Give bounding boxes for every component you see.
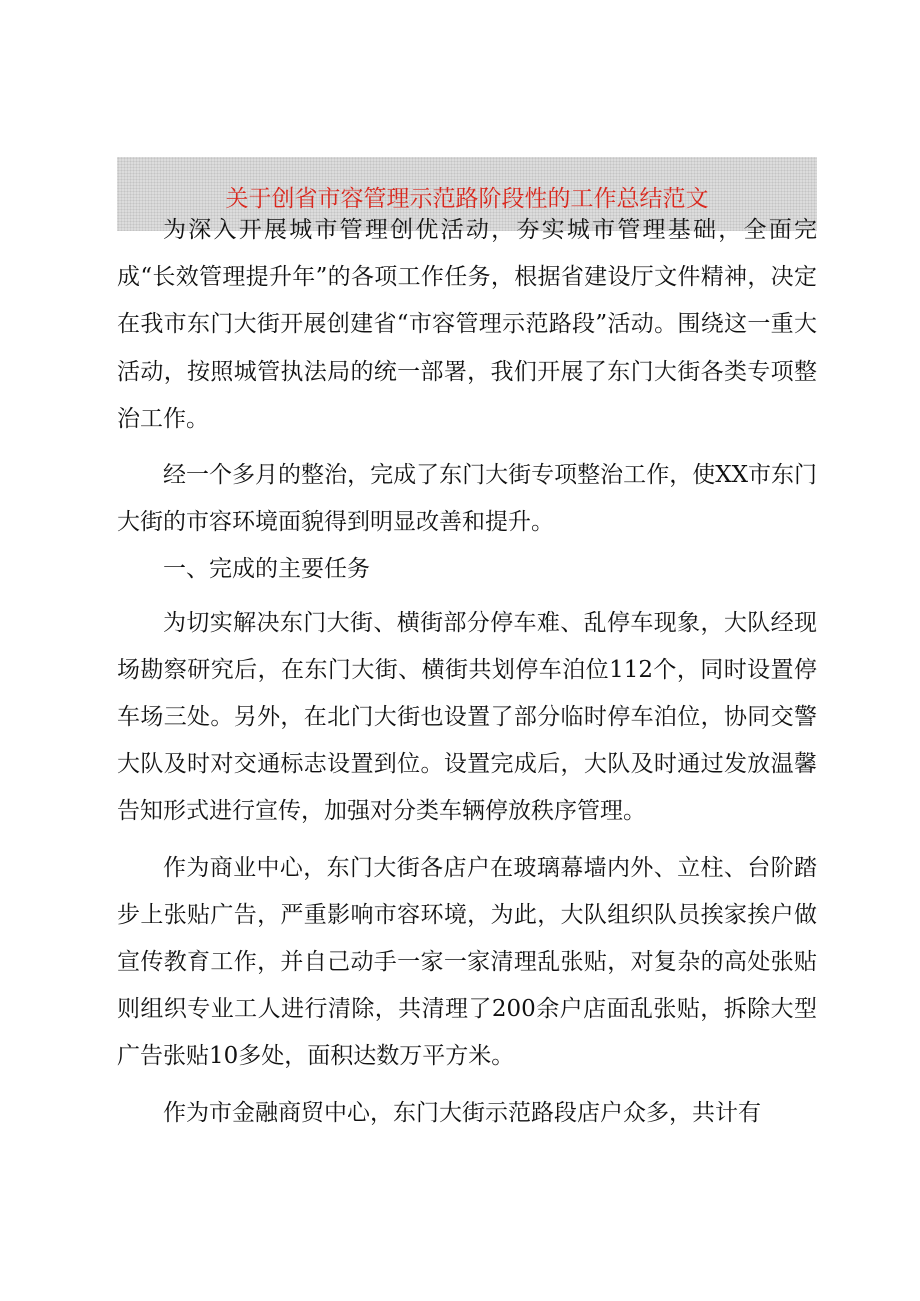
paragraph-parking: 为切实解决东门大街、横街部分停车难、乱停车现象，大队经现场勘察研究后，在东门大街、横街共划停车泊位112个，同时设置停车场三处。另外，在北门大街也设置了部分临时停车泊位，协同交警大队及时对交通标志设置到位。设置完成后，大队及时通过发放温馨告知形式进行宣传，加强对分类车辆停放秩序管理。 <box>117 609 817 825</box>
document-title: 关于创省市容管理示范路阶段性的工作总结范文 <box>225 185 709 212</box>
paragraph-posters: 作为商业中心，东门大街各店户在玻璃幕墙内外、立柱、台阶踏步上张贴广告，严重影响市容环境，为此，大队组织队员挨家挨户做宣传教育工作，并自己动手一家一家清理乱张贴，对复杂的高处张贴则组织专业工人进行清除，共清理了200余户店面乱张贴，拆除大型广告张贴10多处，面积达数万平方米。 <box>117 854 817 1070</box>
paragraph-result: 经一个多月的整治，完成了东门大街专项整治工作，使XX市东门大街的市容环境面貌得到明显改善和提升。 <box>117 462 817 536</box>
paragraph-intro: 为深入开展城市管理创优活动，夯实城市管理基础，全面完成“长效管理提升年”的各项工作任务，根据省建设厅文件精神，决定在我市东门大街开展创建省“市容管理示范路段”活动。围绕这一重大活动，按照城管执法局的统一部署，我们开展了东门大街各类专项整治工作。 <box>117 217 817 432</box>
paragraph-financial-center: 作为市金融商贸中心，东门大街示范路段店户众多，共计有 <box>163 1099 761 1126</box>
section-heading-main-tasks: 一、完成的主要任务 <box>163 556 370 583</box>
document-body <box>117 207 817 1137</box>
